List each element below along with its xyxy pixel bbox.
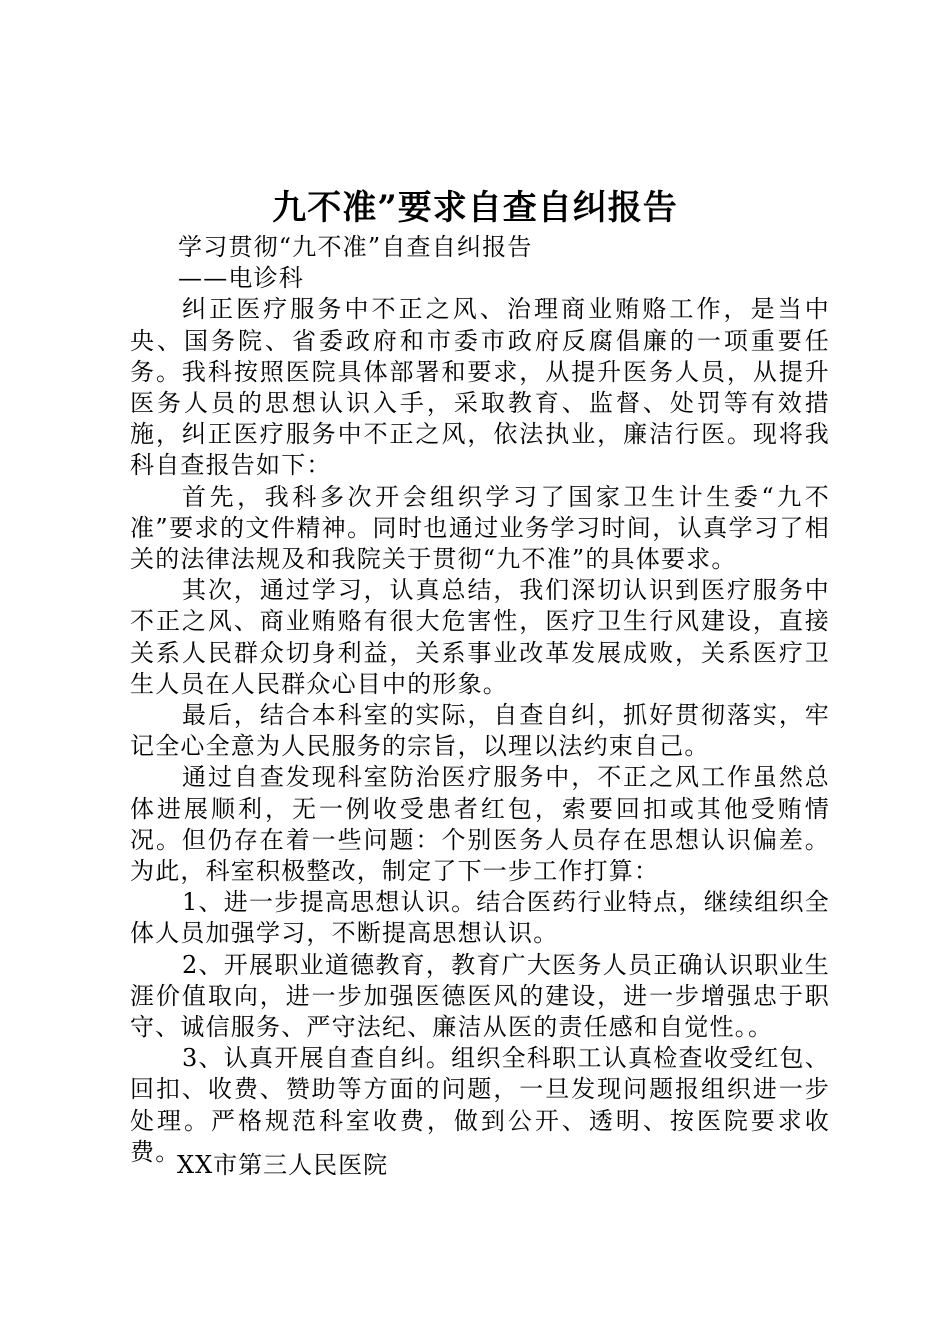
document-body [130,232,830,1168]
plan-item-3: 3、认真开展自查自纠。组织全科职工认真检查收受红包、回扣、收费、赞助等方面的问题，一旦发现问题报组织进一步处理。严格规范科室收费，做到公开、透明、按医院要求收费。 [130,1044,830,1166]
plan-item-2: 2、开展职业道德教育，教育广大医务人员正确认识职业生涯价值取向，进一步加强医德医风的建设，进一步增强忠于职守、诚信服务、严守法纪、廉洁从医的责任感和自觉性。。 [130,950,830,1042]
paragraph-last: 最后，结合本科室的实际，自查自纠，抓好贯彻落实，牢记全心全意为人民服务的宗旨，以理以法约束自己。 [130,701,830,761]
paragraph-second: 其次，通过学习，认真总结，我们深切认识到医疗服务中不正之风、商业贿赂有很大危害性，医疗卫生行风建设，直接关系人民群众切身利益，关系事业改革发展成败，关系医疗卫生人员在人民群众心目中的形象。 [130,576,830,698]
document-title: 九不准”要求自查自纠报告 [272,188,678,228]
signature-hospital: XX市第三人民医院 [177,1151,389,1179]
document-subtitle: 学习贯彻“九不准”自查自纠报告 [178,233,533,261]
department-label: ——电诊科 [178,264,304,293]
paragraph-first: 首先，我科多次开会组织学习了国家卫生计生委“九不准”要求的文件精神。同时也通过业务学习时间，认真学习了相关的法律法规及和我院关于贯彻“九不准”的具体要求。 [130,482,830,574]
paragraph-findings: 通过自查发现科室防治医疗服务中，不正之风工作虽然总体进展顺利，无一例收受患者红包，索要回扣或其他受贿情况。但仍存在着一些问题：个别医务人员存在思想认识偏差。为此，科室积极整改，制定了下一步工作打算： [130,763,830,886]
plan-item-1: 1、进一步提高思想认识。结合医药行业特点，继续组织全体人员加强学习，不断提高思想认识。 [130,888,830,948]
paragraph-intro: 纠正医疗服务中不正之风、治理商业贿赂工作，是当中央、国务院、省委政府和市委市政府反腐倡廉的一项重要任务。我科按照医院具体部署和要求，从提升医务人员，从提升医务人员的思想认识入手，采取教育、监督、处罚等有效措施，纠正医疗服务中不正之风，依法执业，廉洁行医。现将我科自查报告如下： [130,295,830,480]
